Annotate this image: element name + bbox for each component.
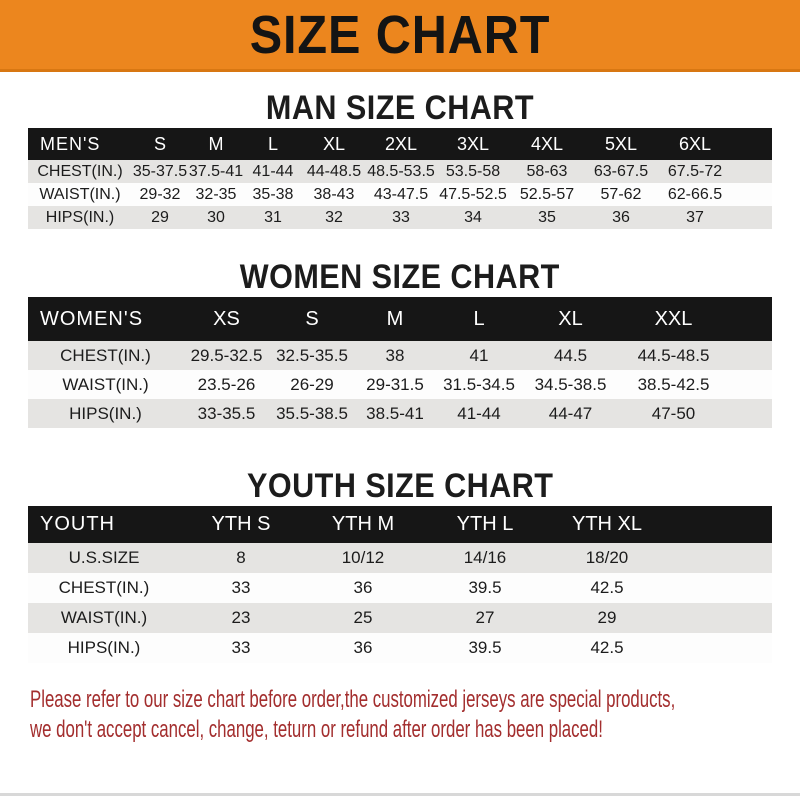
value-cell: 47.5-52.5 (439, 185, 507, 203)
row-spacer (668, 603, 772, 633)
men-waist-row (28, 183, 772, 206)
women-table-header-row (28, 297, 772, 341)
row-label: WAIST(IN.) (60, 608, 148, 627)
value-cell: 33 (392, 208, 410, 226)
footer-line-2: we don't accept cancel, change, teturn or refund after order has been placed! (30, 716, 603, 743)
value-cell: 26-29 (290, 374, 334, 394)
row-label: HIPS(IN.) (69, 403, 142, 423)
women-section-heading (0, 257, 800, 297)
value-cell: 32 (325, 208, 343, 226)
youth-heading-text: YOUTH SIZE CHART (246, 467, 554, 505)
size-header-cell: L (267, 133, 278, 154)
size-header-cell: L (473, 307, 485, 330)
row-label: CHEST(IN.) (58, 578, 150, 597)
size-chart-banner (0, 0, 800, 72)
value-cell: 38.5-42.5 (637, 374, 710, 394)
youth-waist-row (28, 603, 772, 633)
size-header-cell: M (386, 307, 404, 330)
banner-title: SIZE CHART (249, 4, 551, 65)
row-spacer (728, 399, 772, 428)
value-cell: 8 (236, 548, 246, 567)
value-cell: 44.5-48.5 (637, 345, 710, 365)
value-cell: 58-63 (526, 162, 568, 180)
women-chest-row (28, 341, 772, 370)
value-cell: 63-67.5 (593, 162, 649, 180)
row-spacer (732, 160, 772, 183)
value-cell: 27 (475, 608, 495, 627)
row-spacer (668, 633, 772, 663)
row-label: HIPS(IN.) (45, 208, 115, 226)
value-cell: 44-48.5 (306, 162, 362, 180)
value-cell: 36 (612, 208, 630, 226)
size-header-cell: XS (213, 307, 240, 330)
value-cell: 37 (686, 208, 704, 226)
row-spacer (668, 543, 772, 573)
value-cell: 29.5-32.5 (190, 345, 263, 365)
value-cell: 41-44 (252, 162, 294, 180)
value-cell: 39.5 (468, 578, 502, 597)
women-table-label: WOMEN'S (40, 307, 144, 330)
value-cell: 35-38 (252, 185, 294, 203)
row-label: WAIST(IN.) (39, 185, 121, 203)
men-table-header-row (28, 128, 772, 160)
size-header-cell: 5XL (604, 133, 638, 154)
value-cell: 34 (464, 208, 482, 226)
value-cell: 37.5-41 (188, 162, 244, 180)
value-cell: 36 (353, 578, 373, 597)
value-cell: 31 (264, 208, 282, 226)
value-cell: 36 (353, 638, 373, 657)
men-section-heading (0, 88, 800, 128)
value-cell: 34.5-38.5 (534, 374, 607, 394)
women-heading-text: WOMEN SIZE CHART (239, 258, 560, 296)
value-cell: 32-35 (195, 185, 237, 203)
size-header-cell: 6XL (678, 133, 712, 154)
size-header-cell: 4XL (530, 133, 564, 154)
youth-ussize-row (28, 543, 772, 573)
row-label: WAIST(IN.) (62, 374, 149, 394)
size-header-cell: YTH S (211, 513, 271, 535)
row-spacer (728, 370, 772, 399)
row-label: HIPS(IN.) (67, 638, 141, 657)
value-cell: 29 (151, 208, 169, 226)
value-cell: 25 (353, 608, 373, 627)
row-spacer (728, 341, 772, 370)
men-chest-row (28, 160, 772, 183)
row-label: U.S.SIZE (68, 548, 140, 567)
youth-hips-row (28, 633, 772, 663)
value-cell: 29-32 (139, 185, 181, 203)
men-hips-row (28, 206, 772, 229)
row-spacer (732, 206, 772, 229)
men-table-label: MEN'S (40, 133, 101, 154)
value-cell: 10/12 (341, 548, 385, 567)
value-cell: 43-47.5 (373, 185, 429, 203)
value-cell: 42.5 (590, 638, 624, 657)
value-cell: 42.5 (590, 578, 624, 597)
value-cell: 23 (231, 608, 251, 627)
value-cell: 33 (231, 638, 251, 657)
bottom-divider (0, 793, 800, 796)
value-cell: 35-37.5 (132, 162, 188, 180)
size-header-cell: XL (322, 133, 346, 154)
size-header-cell: YTH M (331, 513, 395, 535)
value-cell: 44-47 (548, 403, 593, 423)
value-cell: 53.5-58 (445, 162, 501, 180)
value-cell: 32.5-35.5 (276, 345, 348, 365)
value-cell: 35.5-38.5 (276, 403, 348, 423)
size-header-cell: M (208, 133, 224, 154)
footer-note (30, 685, 800, 745)
value-cell: 44.5 (553, 345, 588, 365)
value-cell: 57-62 (600, 185, 642, 203)
size-header-cell: 2XL (384, 133, 418, 154)
youth-size-table (28, 506, 772, 663)
value-cell: 23.5-26 (197, 374, 256, 394)
value-cell: 33-35.5 (197, 403, 256, 423)
row-label: CHEST(IN.) (37, 162, 123, 180)
women-waist-row (28, 370, 772, 399)
value-cell: 35 (538, 208, 556, 226)
value-cell: 18/20 (585, 548, 629, 567)
value-cell: 39.5 (468, 638, 502, 657)
youth-section-heading (0, 466, 800, 506)
size-header-cell: 3XL (456, 133, 490, 154)
row-spacer (668, 573, 772, 603)
men-size-table (28, 128, 772, 229)
women-size-table (28, 297, 772, 428)
youth-table-label: YOUTH (40, 513, 115, 535)
header-spacer (728, 297, 772, 341)
row-spacer (732, 183, 772, 206)
value-cell: 31.5-34.5 (443, 374, 515, 394)
size-header-cell: YTH L (456, 513, 514, 535)
youth-table-header-row (28, 506, 772, 543)
value-cell: 41-44 (457, 403, 501, 423)
value-cell: 38-43 (313, 185, 355, 203)
header-spacer (668, 506, 772, 543)
footer-line-1: Please refer to our size chart before order,the customized jerseys are special products, (30, 686, 676, 713)
value-cell: 47-50 (651, 403, 696, 423)
value-cell: 41 (469, 345, 489, 365)
value-cell: 33 (231, 578, 251, 597)
value-cell: 38 (385, 345, 405, 365)
size-header-cell: S (153, 133, 166, 154)
value-cell: 62-66.5 (667, 185, 723, 203)
value-cell: 14/16 (463, 548, 507, 567)
men-heading-text: MAN SIZE CHART (265, 89, 535, 127)
size-header-cell: XL (558, 307, 583, 330)
size-header-cell: XXL (654, 307, 693, 330)
youth-chest-row (28, 573, 772, 603)
size-header-cell: S (305, 307, 319, 330)
value-cell: 29-31.5 (366, 374, 424, 394)
value-cell: 52.5-57 (519, 185, 575, 203)
value-cell: 67.5-72 (667, 162, 723, 180)
women-hips-row (28, 399, 772, 428)
value-cell: 38.5-41 (366, 403, 424, 423)
row-label: CHEST(IN.) (60, 345, 151, 365)
value-cell: 29 (597, 608, 617, 627)
value-cell: 48.5-53.5 (367, 162, 435, 180)
value-cell: 30 (207, 208, 225, 226)
header-spacer (732, 128, 772, 160)
size-header-cell: YTH XL (571, 513, 643, 535)
